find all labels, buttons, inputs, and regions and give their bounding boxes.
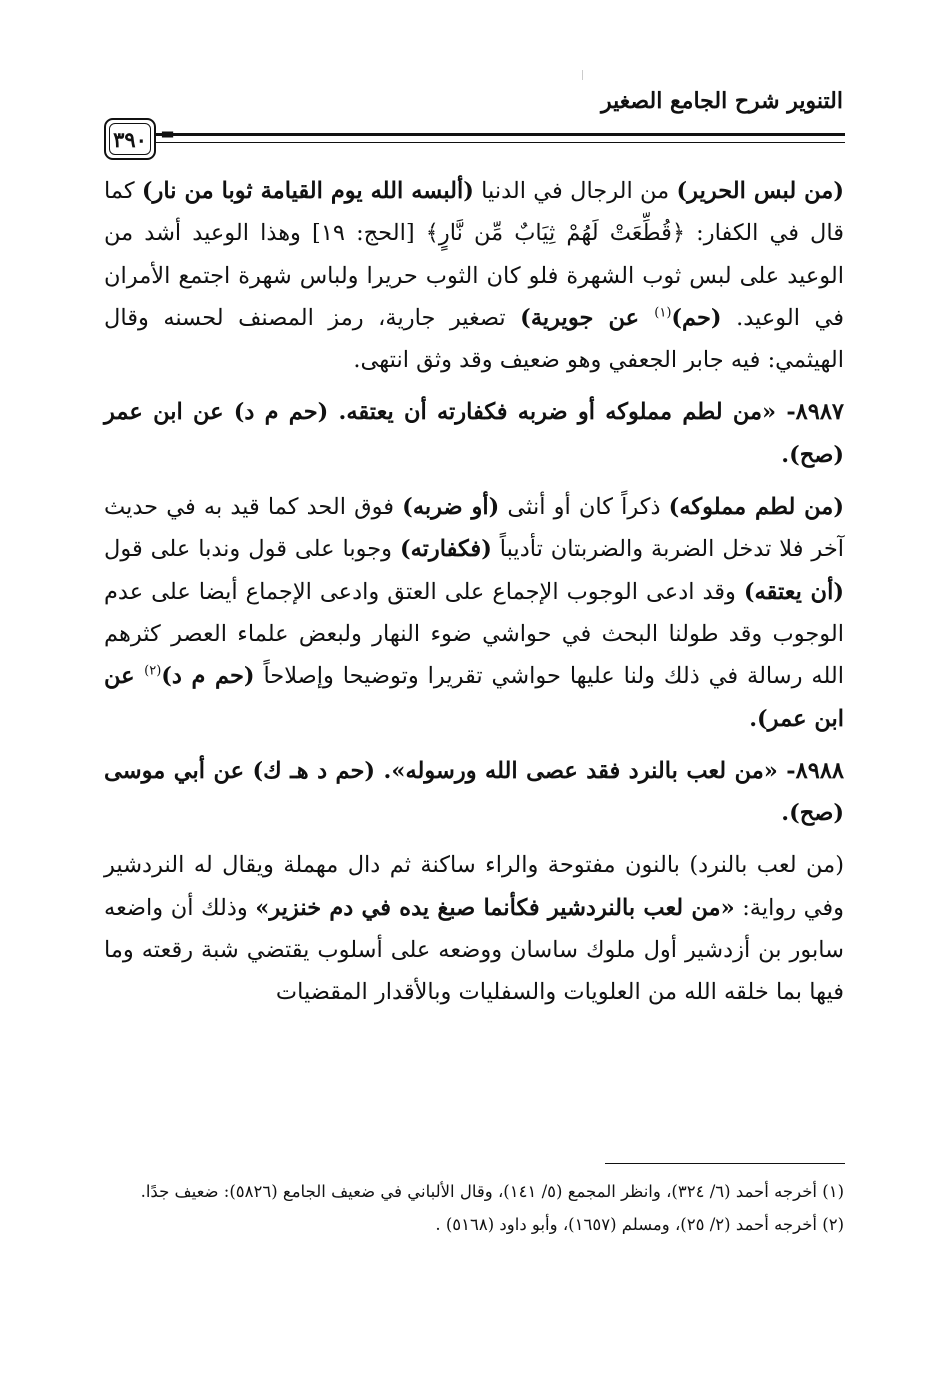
header-ornament: = — [160, 124, 176, 145]
narrator: عن جويرية) — [520, 304, 655, 331]
commentary-paragraph-2 — [104, 486, 844, 740]
commentary-text: فوق الحد كما قيد به في حديث آخر فلا تدخل الضربة والضربتان تأديباً — [104, 494, 844, 563]
footnote-ref-2[interactable]: (٢) — [144, 663, 162, 679]
source-abbrev: (حم) — [671, 304, 722, 331]
hadith-text: ٨٩٨٨- «من لعب بالنرد فقد عصى الله ورسوله». (حم د هـ ك) عن أبي موسى (صح). — [104, 757, 844, 827]
commentary-text: من الرجال في الدنيا — [473, 178, 677, 204]
footnote-ref-1[interactable]: (١) — [654, 305, 672, 321]
commentary-text: (من لعب بالنرد) بالنون مفتوحة والراء ساكنة ثم دال مهملة ويقال له النردشير وفي رواية: — [104, 852, 845, 921]
header-rule-thick — [152, 133, 845, 136]
commentary-paragraph-1 — [104, 170, 844, 381]
commentary-text: وقد ادعى الوجوب الإجماع على العتق وادعى الإجماع أيضا على عدم الوجوب وقد طولنا البحث في حواشي ضوء النهار ولبعض علماء العصر كثرهم الله رسالة في ذلك ولنا عليها حواشي تقريرا وتوضيحا وإصلاحاً — [104, 578, 845, 690]
page-number-frame — [104, 118, 156, 160]
footnotes — [104, 1175, 844, 1241]
quoted-narration: «من لعب بالنردشير فكأنما صبغ يده في دم خنزير» — [255, 894, 735, 921]
footnote-1: (١) أخرجه أحمد (٦/ ٣٢٤)، وانظر المجمع (٥/ ١٤١)، وقال الألباني في ضعيف الجامع (٥٨٢٦): ضعيف جدًا. — [140, 1182, 844, 1201]
commentary-text: وجوبا على قول وندبا على قول — [104, 536, 400, 563]
quoted-term: (أو ضربه) — [402, 494, 500, 521]
quoted-term: (من لبس الحرير) — [676, 178, 844, 204]
hadith-heading-8988 — [104, 750, 844, 835]
page-number: ٣٩٠ — [113, 126, 147, 152]
page-crease-mark — [582, 70, 583, 80]
footnote-separator — [605, 1163, 845, 1164]
commentary-text: ذكراً كان أو أنثى — [499, 494, 669, 521]
source-abbrev: (حم م د) — [161, 663, 255, 690]
narrator: عن ابن عمر). — [104, 663, 844, 732]
main-text — [104, 170, 844, 1024]
quoted-term: (من لطم مملوكه) — [668, 494, 844, 521]
commentary-text: كما قال في الكفار: ﴿قُطِّعَتْ لَهُمْ ثِيَابٌ مِّن نَّارٍ﴾ [الحج: ١٩] وهذا الوعيد أشد من الوعيد على لبس ثوب الشهرة فلو كان الثوب حريرا ولباس شهرة اجتمع الأمران في الوعيد. — [104, 178, 845, 331]
hadith-text: ٨٩٨٧- «من لطم مملوكه أو ضربه فكفارته أن يعتقه. (حم م د) عن ابن عمر (صح). — [104, 399, 844, 468]
commentary-text: وذلك أن واضعه سابور بن أزدشير أول ملوك ساسان ووضعه على أسلوب يقتضي شبة رقعته وما فيها بما خلقه الله من العلويات والسفليات وبالأقدار المقضيات — [104, 894, 844, 1006]
commentary-paragraph-3 — [104, 844, 844, 1013]
footnote-2: (٢) أخرجه أحمد (٢/ ٢٥)، ومسلم (١٦٥٧)، وأبو داود (٥١٦٨) . — [435, 1215, 844, 1234]
commentary-text: تصغير جارية، رمز المصنف لحسنه وقال الهيثمي: فيه جابر الجعفي وهو ضعيف وقد وثق انتهى. — [104, 304, 844, 374]
header-rule-thin — [152, 142, 845, 143]
running-header-title: التنوير شرح الجامع الصغير — [601, 88, 843, 114]
quoted-term: (أن يعتقه) — [743, 578, 844, 605]
hadith-heading-8987 — [104, 391, 844, 476]
quoted-term: (فكفارته) — [399, 536, 492, 563]
quoted-term: (ألبسه الله يوم القيامة ثوبا من نار) — [141, 178, 474, 204]
